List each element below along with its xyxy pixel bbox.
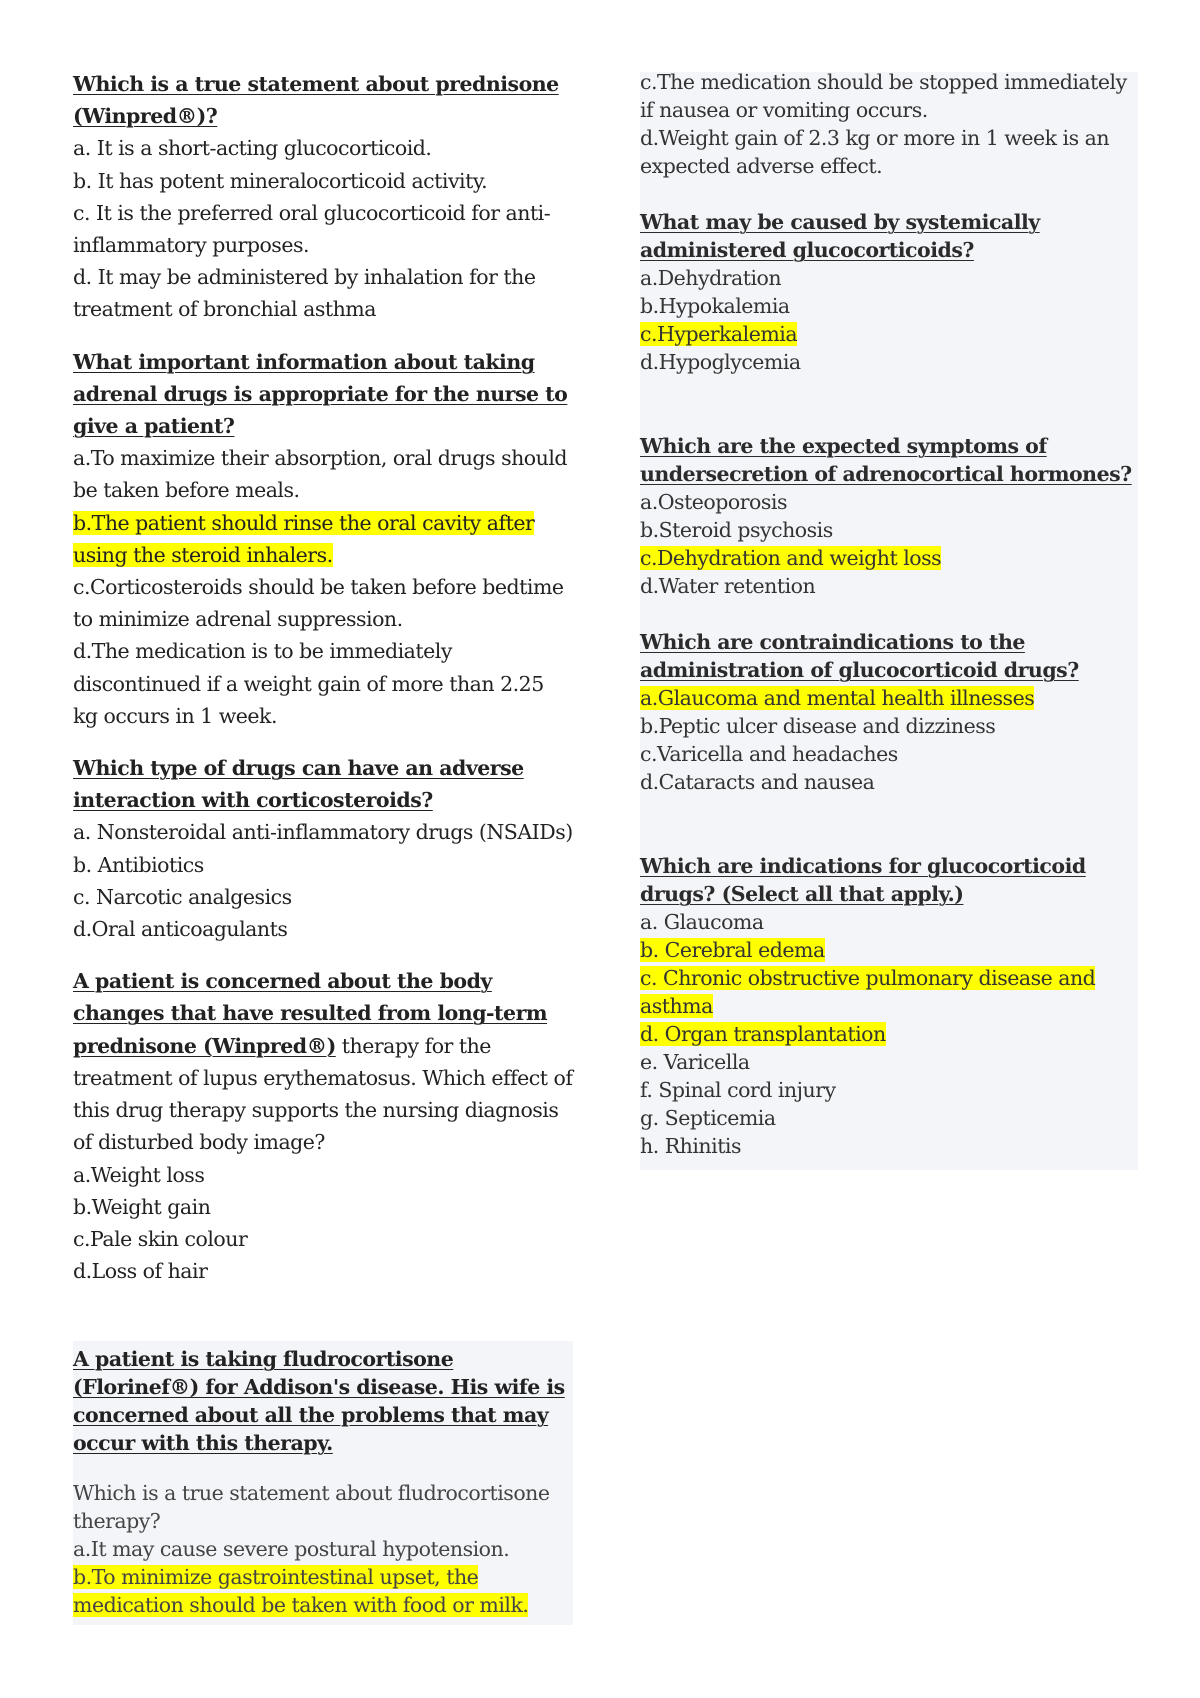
answer-option: a. It is a short-acting glucocorticoid. (73, 136, 432, 161)
answer-option: c.Varicella and headaches (640, 742, 898, 766)
question-3 (73, 752, 573, 945)
question-title: Which type of drugs can have an adverse interaction with corticosteroids? (73, 756, 524, 813)
answer-option: a. Nonsteroidal anti-inflammatory drugs (NSAIDs) (73, 820, 573, 845)
answer-option: a.It may cause severe postural hypotension. (73, 1537, 510, 1561)
answer-option: c.The medication should be stopped immediately if nausea or vomiting occurs. (640, 70, 1127, 122)
question-6 (640, 208, 1140, 376)
question-title: A patient is taking fludrocortisone (Florinef®) for Addison's disease. His wife is concerned about all the problems that may occur with this therapy. (73, 1347, 565, 1455)
question-title-rest: therapy for the treatment of lupus erythematosus. Which effect of this drug therapy supports the nursing diagnosis of disturbed body image? (73, 1033, 573, 1155)
answer-option: c. It is the preferred oral glucocorticoid for anti-inflammatory purposes. (73, 200, 551, 258)
answer-option: c.Corticosteroids should be taken before bedtime to minimize adrenal suppression. (73, 575, 564, 632)
answer-option: f. Spinal cord injury (640, 1078, 836, 1102)
question-title: What important information about taking adrenal drugs is appropriate for the nurse to give a patient? (73, 349, 568, 439)
answer-option-highlighted: b.To minimize gastrointestinal upset, the medication should be taken with food or milk. (73, 1565, 529, 1617)
answer-option: c.Pale skin colour (73, 1226, 248, 1251)
answer-option: a.Dehydration (640, 266, 782, 290)
answer-option-highlighted: c.Hyperkalemia (640, 322, 798, 346)
question-text: Which is a true statement about fludrocortisone therapy? (73, 1481, 550, 1533)
answer-option: b. It has potent mineralocorticoid activity. (73, 168, 488, 193)
answer-option-highlighted: b.The patient should rinse the oral cavity after using the steroid inhalers. (73, 510, 535, 567)
question-2 (73, 346, 573, 732)
answer-option-highlighted: a.Glaucoma and mental health illnesses (640, 686, 1035, 710)
answer-option: b. Antibiotics (73, 852, 204, 877)
question-title: Which are indications for glucocorticoid drugs? (Select all that apply.) (640, 854, 1086, 906)
question-title-bold: A patient is concerned about the body changes that have resulted from long-term prednisone (Winpred®) (73, 969, 548, 1058)
answer-option: a.Osteoporosis (640, 490, 787, 514)
answer-option: b.Steroid psychosis (640, 518, 833, 542)
answer-option-highlighted: c.Dehydration and weight loss (640, 546, 942, 570)
question-5-block (73, 1341, 573, 1625)
answer-option: h. Rhinitis (640, 1134, 742, 1158)
answer-option: b.Hypokalemia (640, 294, 790, 318)
question-4 (73, 965, 573, 1287)
answer-option: a. Glaucoma (640, 910, 764, 934)
answer-option-highlighted: b. Cerebral edema (640, 938, 825, 962)
answer-option: d.Cataracts and nausea (640, 770, 875, 794)
answer-option: d.Weight gain of 2.3 kg or more in 1 week is an expected adverse effect. (640, 126, 1110, 178)
answer-option: d.Hypoglycemia (640, 350, 801, 374)
answer-option: d.Oral anticoagulants (73, 917, 288, 942)
question-7 (640, 432, 1140, 600)
question-title: Which is a true statement about prednisone (Winpred®)? (73, 72, 559, 129)
question-1 (73, 68, 573, 326)
answer-option: e. Varicella (640, 1050, 750, 1074)
question-title (73, 965, 573, 1158)
answer-option: d.Loss of hair (73, 1259, 208, 1284)
right-column (640, 68, 1140, 1160)
answer-option: a.To maximize their absorption, oral drugs should be taken before meals. (73, 446, 568, 503)
question-5-continued (640, 68, 1140, 180)
answer-option: g. Septicemia (640, 1106, 776, 1130)
answer-option: d.Water retention (640, 574, 816, 598)
question-title: Which are the expected symptoms of undersecretion of adrenocortical hormones? (640, 434, 1132, 486)
answer-option: c. Narcotic analgesics (73, 884, 292, 909)
answer-option: b.Weight gain (73, 1194, 211, 1219)
question-9 (640, 852, 1140, 1160)
answer-option-highlighted: c. Chronic obstructive pulmonary disease and asthma (640, 966, 1096, 1018)
left-column (73, 68, 573, 1307)
question-8 (640, 628, 1140, 796)
answer-option: a.Weight loss (73, 1162, 205, 1187)
question-title: Which are contraindications to the administration of glucocorticoid drugs? (640, 630, 1079, 682)
answer-option-highlighted: d. Organ transplantation (640, 1022, 886, 1046)
answer-option: d.The medication is to be immediately discontinued if a weight gain of more than 2.25 kg occurs in 1 week. (73, 639, 544, 728)
answer-option: b.Peptic ulcer disease and dizziness (640, 714, 996, 738)
answer-option: d. It may be administered by inhalation for the treatment of bronchial asthma (73, 265, 536, 322)
question-title: What may be caused by systemically administered glucocorticoids? (640, 210, 1040, 262)
